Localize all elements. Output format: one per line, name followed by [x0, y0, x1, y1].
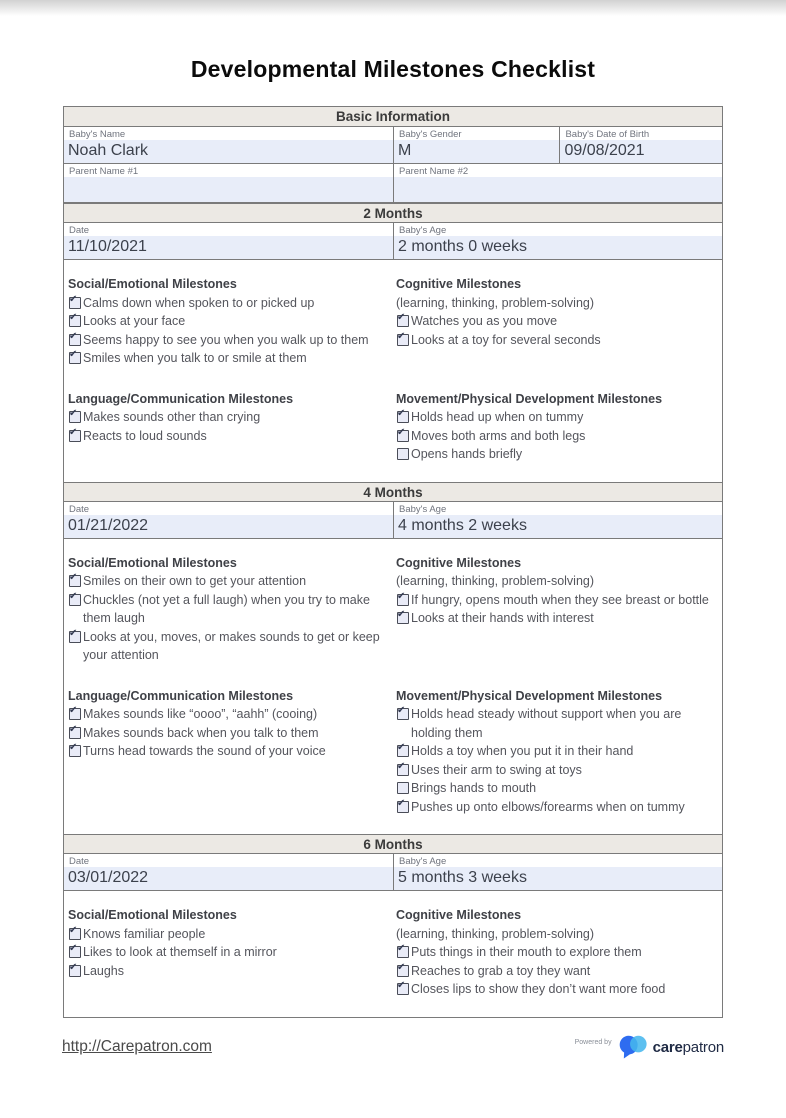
checkbox-checked[interactable]: [69, 627, 81, 643]
milestone-group-cognitive-milestones: [396, 554, 718, 665]
milestone-label: Reacts to loud sounds: [83, 428, 207, 443]
field-parent-name-1[interactable]: [64, 164, 393, 202]
checkbox-checked[interactable]: [69, 961, 81, 977]
milestone-label: Holds a toy when you put it in their hand: [411, 744, 634, 758]
milestone-group-subtitle: (learning, thinking, problem-solving): [396, 926, 595, 941]
milestone-item: [396, 331, 718, 350]
milestone-item: [68, 349, 390, 368]
milestone-item: [68, 591, 390, 628]
section-field-row: [64, 502, 722, 539]
page-footer: [62, 1035, 724, 1060]
milestone-item: [68, 427, 390, 446]
milestone-group-social-emotional-milestones: [68, 554, 390, 665]
checkbox-checked[interactable]: [397, 609, 409, 624]
field-value[interactable]: 4 months 2 weeks: [394, 515, 722, 538]
basic-info-row-1: [64, 127, 722, 164]
section-header-2-months: 2 Months: [64, 203, 722, 223]
basic-info-header: Basic Information: [64, 107, 722, 127]
check-icon: ✔: [69, 330, 78, 342]
milestone-label: Likes to look at themself in a mirror: [83, 945, 277, 959]
powered-by-label: Powered by: [574, 1038, 612, 1046]
milestone-group-cognitive-milestones: [396, 906, 718, 999]
milestone-item: [396, 742, 718, 761]
section-field-row: [64, 223, 722, 260]
checkbox-checked[interactable]: [397, 330, 409, 346]
milestone-item: [396, 761, 718, 780]
milestone-label: Smiles when you talk to or smile at them: [83, 351, 307, 365]
milestone-group-title: Cognitive Milestones: [396, 277, 522, 291]
check-icon: ✔: [397, 426, 406, 438]
check-icon: ✔: [69, 924, 78, 936]
milestone-label: Smiles on their own to get your attention: [83, 574, 307, 588]
checkbox-checked[interactable]: [397, 590, 409, 606]
check-icon: ✔: [69, 705, 78, 716]
milestone-label: Brings hands to mouth: [411, 781, 537, 795]
milestone-label: Looks at you, moves, or makes sounds to get or keep your attention: [83, 629, 380, 662]
field-value[interactable]: M: [394, 140, 559, 163]
milestone-item: [396, 591, 718, 610]
field-parent-name-2[interactable]: [393, 164, 722, 202]
checkbox-checked[interactable]: [397, 961, 409, 977]
field-baby-s-age[interactable]: [393, 502, 722, 538]
milestone-item: [68, 705, 390, 724]
milestone-label: Turns head towards the sound of your voice: [83, 744, 326, 758]
checkbox-checked[interactable]: [69, 349, 81, 364]
milestone-group-language-communication-milestones: [68, 390, 390, 464]
field-label: Date: [64, 854, 393, 867]
milestone-label: Reaches to grab a toy they want: [411, 963, 591, 978]
checkbox-checked[interactable]: [397, 408, 409, 423]
milestone-label: Looks at their hands with interest: [411, 611, 594, 625]
milestone-item: [68, 408, 390, 427]
checkbox-checked[interactable]: [397, 760, 409, 776]
check-icon: ✔: [69, 742, 78, 753]
checkbox-checked[interactable]: [69, 572, 81, 587]
milestone-label: Closes lips to show they don’t want more food: [411, 982, 666, 996]
milestone-group-title: Movement/Physical Development Milestones: [396, 391, 663, 406]
milestone-item: [396, 980, 718, 999]
milestone-group-cognitive-milestones: [396, 275, 718, 368]
field-value[interactable]: 11/10/2021: [64, 236, 393, 259]
check-icon: ✔: [397, 705, 406, 716]
field-date[interactable]: [64, 854, 393, 890]
field-value[interactable]: Noah Clark: [64, 140, 393, 163]
check-icon: ✔: [397, 980, 406, 991]
check-icon: ✔: [69, 723, 78, 735]
field-label: Date: [64, 223, 393, 236]
milestone-group-title: Language/Communication Milestones: [68, 391, 294, 406]
milestone-label: Opens hands briefly: [411, 447, 523, 461]
milestone-item: [396, 962, 718, 981]
check-icon: ✔: [397, 797, 406, 809]
milestone-item: [68, 331, 390, 350]
check-icon: ✔: [397, 408, 406, 419]
section-header-6-months: 6 Months: [64, 834, 722, 854]
basic-info-row-2: [64, 164, 722, 203]
checklist-table: [63, 106, 723, 1018]
checkbox-checked[interactable]: [397, 797, 409, 813]
milestone-group-subtitle: (learning, thinking, problem-solving): [396, 295, 595, 310]
milestone-item: [68, 962, 390, 981]
milestone-item: [396, 312, 718, 331]
bottom-whitespace: [0, 1060, 786, 1106]
field-value[interactable]: [64, 177, 393, 202]
checkbox-checked[interactable]: [397, 426, 409, 442]
checkbox-checked[interactable]: [69, 426, 81, 442]
milestone-group-language-communication-milestones: [68, 687, 390, 817]
field-label: Date: [64, 502, 393, 515]
field-baby-s-name[interactable]: [64, 127, 393, 163]
checkbox-checked[interactable]: [69, 293, 81, 309]
powered-by-block: [575, 1035, 724, 1060]
section-header-4-months: 4 Months: [64, 482, 722, 502]
carepatron-wordmark: [653, 1039, 724, 1056]
field-date[interactable]: [64, 223, 393, 259]
check-icon: ✔: [397, 961, 406, 973]
sections: [64, 203, 722, 1017]
milestone-item: [68, 312, 390, 331]
checkbox-checked[interactable]: [69, 590, 81, 606]
field-value[interactable]: 09/08/2021: [560, 140, 722, 163]
checkbox-checked[interactable]: [69, 943, 81, 958]
milestone-item: [396, 705, 718, 742]
field-label: Baby's Age: [394, 854, 722, 867]
milestone-label: Holds head up when on tummy: [411, 410, 584, 424]
milestone-group-title: Cognitive Milestones: [396, 555, 522, 570]
checkbox-checked[interactable]: [69, 742, 81, 757]
checkbox-checked[interactable]: [397, 980, 409, 995]
milestone-label: Watches you as you move: [411, 314, 558, 328]
check-icon: ✔: [397, 590, 406, 602]
brand-bold: care: [652, 1038, 683, 1056]
check-icon: ✔: [69, 293, 78, 305]
check-icon: ✔: [397, 760, 406, 772]
checkbox-checked[interactable]: [397, 742, 409, 757]
check-icon: ✔: [397, 330, 406, 342]
milestone-item: [68, 628, 390, 665]
checkbox-unchecked[interactable]: [397, 782, 409, 794]
milestone-group-title: Social/Emotional Milestones: [68, 277, 237, 291]
brand-regular: patron: [682, 1038, 724, 1056]
check-icon: ✔: [69, 408, 78, 419]
field-value[interactable]: [394, 177, 722, 202]
milestone-item: [68, 724, 390, 743]
milestone-label: If hungry, opens mouth when they see breast or bottle: [411, 592, 709, 607]
check-icon: ✔: [69, 426, 78, 438]
milestone-grid: [64, 260, 722, 482]
milestone-group-title: Social/Emotional Milestones: [68, 555, 237, 570]
milestone-group-title: Social/Emotional Milestones: [68, 908, 237, 922]
field-date[interactable]: [64, 502, 393, 538]
milestone-item: [68, 742, 390, 761]
milestone-label: Laughs: [83, 963, 125, 978]
field-baby-s-age[interactable]: [393, 223, 722, 259]
milestone-label: Uses their arm to swing at toys: [411, 762, 582, 777]
milestone-label: Seems happy to see you when you walk up to them: [83, 332, 369, 347]
checkbox-checked[interactable]: [397, 705, 409, 720]
field-label: Baby's Gender: [394, 127, 559, 140]
check-icon: ✔: [397, 943, 406, 954]
check-icon: ✔: [69, 961, 78, 973]
field-label: Baby's Age: [394, 223, 722, 236]
checkbox-checked[interactable]: [397, 943, 409, 958]
carepatron-logo-icon: [619, 1035, 648, 1060]
milestone-item: [396, 427, 718, 446]
milestone-label: Looks at your face: [83, 314, 186, 328]
milestone-group-movement-physical-development-milestones: [396, 390, 718, 464]
section-field-row: [64, 854, 722, 891]
check-icon: ✔: [69, 349, 78, 360]
field-label: Baby's Name: [64, 127, 393, 140]
check-icon: ✔: [397, 609, 406, 620]
milestone-group-title: Movement/Physical Development Milestones: [396, 688, 663, 703]
check-icon: ✔: [69, 312, 78, 323]
checkbox-checked[interactable]: [69, 408, 81, 423]
field-value[interactable]: 01/21/2022: [64, 515, 393, 538]
field-baby-s-gender[interactable]: [393, 127, 559, 163]
milestone-item: [396, 779, 718, 798]
milestone-grid: [64, 539, 722, 835]
check-icon: ✔: [69, 572, 78, 583]
field-value[interactable]: 03/01/2022: [64, 867, 393, 890]
field-label: Baby's Age: [394, 502, 722, 515]
milestone-label: Pushes up onto elbows/forearms when on tummy: [411, 799, 685, 814]
check-icon: ✔: [397, 742, 406, 753]
checkbox-unchecked[interactable]: [397, 448, 409, 460]
checkbox-checked[interactable]: [69, 924, 81, 940]
milestone-group-subtitle: (learning, thinking, problem-solving): [396, 574, 595, 588]
field-label: Parent Name #2: [394, 164, 722, 177]
milestone-item: [396, 408, 718, 427]
milestone-grid: [64, 891, 722, 1017]
field-baby-s-date-of-birth[interactable]: [559, 127, 722, 163]
milestone-label: Puts things in their mouth to explore them: [411, 945, 642, 959]
milestone-item: [68, 572, 390, 591]
milestone-group-movement-physical-development-milestones: [396, 687, 718, 817]
check-icon: ✔: [69, 627, 78, 639]
milestone-label: Holds head steady without support when you are holding them: [411, 707, 682, 740]
milestone-group-title: Cognitive Milestones: [396, 908, 522, 922]
checkbox-checked[interactable]: [69, 312, 81, 327]
milestone-label: Looks at a toy for several seconds: [411, 332, 601, 347]
milestone-item: [68, 925, 390, 944]
page-title: Developmental Milestones Checklist: [190, 56, 596, 82]
milestone-item: [68, 294, 390, 313]
field-value[interactable]: 5 months 3 weeks: [394, 867, 722, 890]
milestone-label: Makes sounds like “oooo”, “aahh” (cooing): [83, 707, 318, 721]
milestone-item: [396, 943, 718, 962]
checkbox-checked[interactable]: [397, 312, 409, 327]
checkbox-checked[interactable]: [69, 723, 81, 739]
milestone-label: Moves both arms and both legs: [411, 428, 586, 443]
field-label: Baby's Date of Birth: [560, 127, 722, 140]
milestone-label: Knows familiar people: [83, 926, 206, 941]
check-icon: ✔: [69, 590, 78, 602]
field-baby-s-age[interactable]: [393, 854, 722, 890]
milestone-item: [68, 943, 390, 962]
milestone-label: Makes sounds back when you talk to them: [83, 725, 319, 740]
check-icon: ✔: [397, 312, 406, 323]
check-icon: ✔: [69, 943, 78, 954]
milestone-item: [396, 445, 718, 464]
milestone-group-title: Language/Communication Milestones: [68, 688, 294, 703]
milestone-label: Calms down when spoken to or picked up: [83, 295, 315, 310]
milestone-group-social-emotional-milestones: [68, 906, 390, 999]
milestone-item: [396, 609, 718, 628]
milestone-label: Makes sounds other than crying: [83, 410, 261, 424]
milestone-group-social-emotional-milestones: [68, 275, 390, 368]
page-top-shadow: [0, 0, 786, 16]
milestone-item: [396, 798, 718, 817]
checkbox-checked[interactable]: [69, 705, 81, 720]
carepatron-link[interactable]: http://Carepatron.com: [62, 1038, 212, 1055]
milestone-label: Chuckles (not yet a full laugh) when you try to make them laugh: [83, 592, 370, 625]
field-value[interactable]: 2 months 0 weeks: [394, 236, 722, 259]
field-label: Parent Name #1: [64, 164, 393, 177]
checkbox-checked[interactable]: [69, 330, 81, 346]
